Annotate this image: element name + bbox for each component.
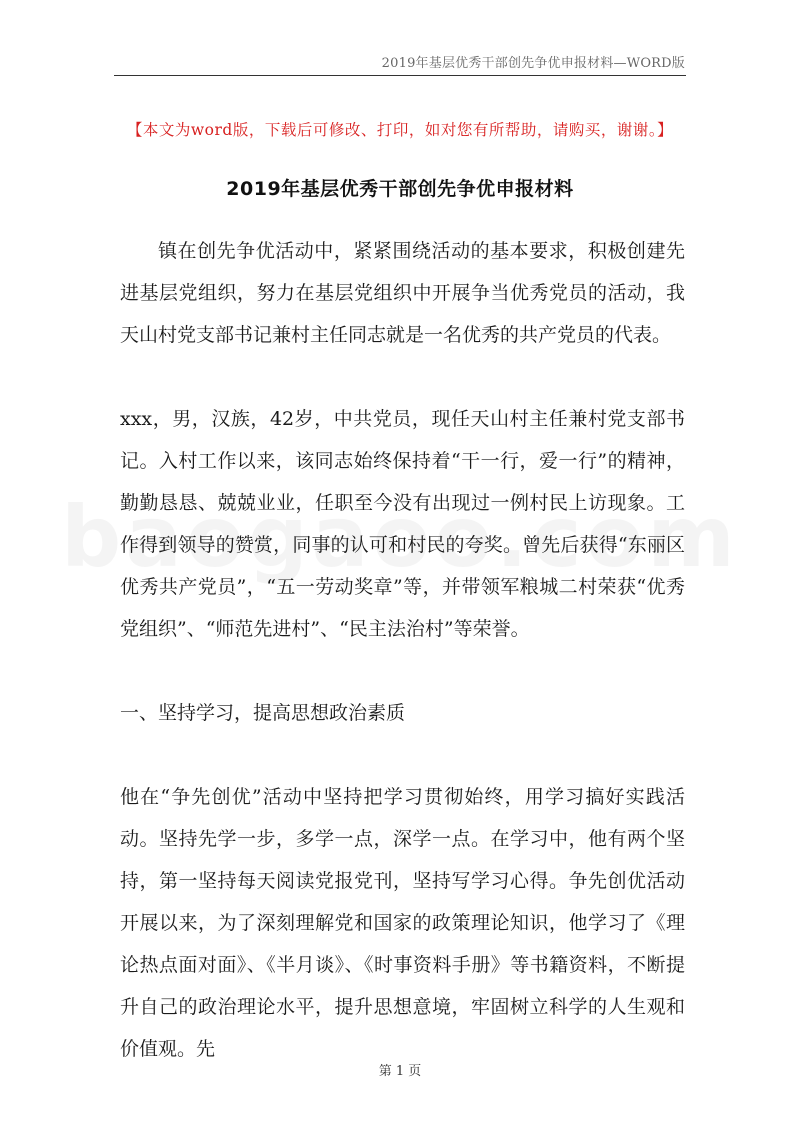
document-title: 2019年基层优秀干部创先争优申报材料 [226, 178, 574, 200]
page-header: 2019年基层优秀干部创先争优申报材料—WORD版 [381, 56, 685, 71]
paragraph-intro: 镇在创先争优活动中，紧紧围绕活动的基本要求，积极创建先进基层党组织，努力在基层党组织中开展争当优秀党员的活动，我天山村党支部书记兼村主任同志就是一名优秀的共产党员的代表。 [120, 240, 685, 346]
paragraph-study: 他在“争先创优”活动中坚持把学习贯彻始终，用学习搞好实践活动。坚持先学一步，多学一点，深学一点。在学习中，他有两个坚持，第一坚持每天阅读党报党刊，坚持写学习心得。争先创优活动开展以来，为了深刻理解党和国家的政策理论知识，他学习了《理论热点面对面》、《半月谈》、《时事资料手册》等书籍资料，不断提升自己的政治理论水平，提升思想意境，牢固树立科学的人生观和价值观。先 [120, 786, 685, 1060]
header-divider [114, 75, 686, 76]
section-heading-1: 一、坚持学习，提高思想政治素质 [120, 702, 406, 724]
download-notice: 【本文为word版，下载后可修改、打印，如对您有所帮助，请购买，谢谢。】 [126, 121, 674, 139]
page-number: 第 1 页 [378, 1064, 422, 1079]
paragraph-profile: xxx，男，汉族，42岁，中共党员，现任天山村主任兼村党支部书记。入村工作以来，该同志始终保持着“干一行，爱一行”的精神，勤勤恳恳、兢兢业业，任职至今没有出现过一例村民上访现象。工作得到领导的赞赏，同事的认可和村民的夸奖。曾先后获得“东丽区优秀共产党员”，“五一劳动奖章”等，并带领军粮城二村荣获“优秀党组织”、“师范先进村”、“民主法治村”等荣誉。 [120, 408, 685, 640]
